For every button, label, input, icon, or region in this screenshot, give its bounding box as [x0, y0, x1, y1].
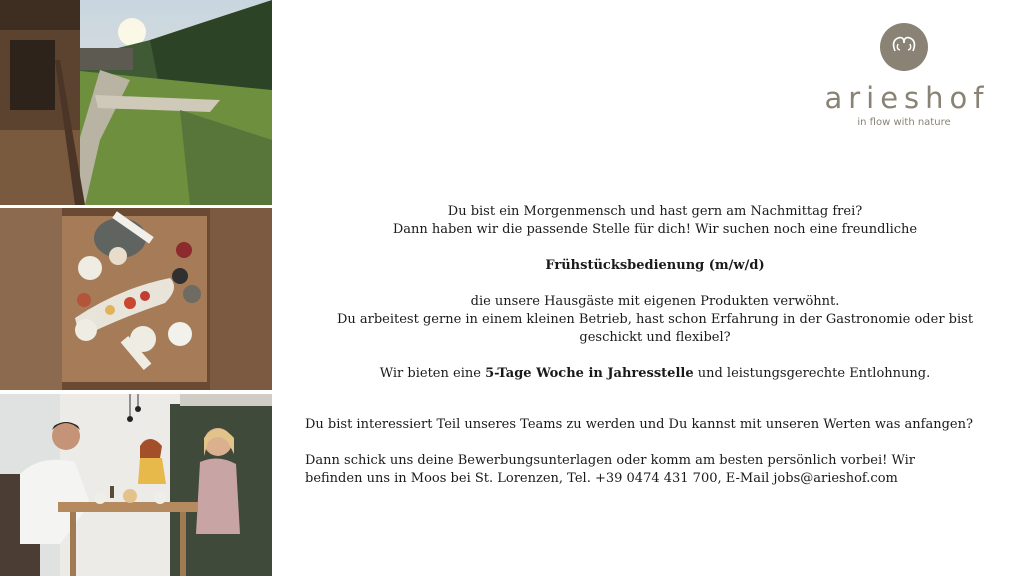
arieshof-logo: [814, 22, 994, 136]
breakfast-table-photo: [0, 208, 272, 390]
job-title: Frühstücksbedienung (m/w/d): [545, 258, 765, 273]
logo-wordmark: arieshof: [824, 81, 990, 115]
description-line-3: geschickt und flexibel?: [579, 330, 731, 345]
balcony-view-photo: [0, 0, 272, 205]
intro-line-2: Dann haben wir die passende Stelle für dich! Wir suchen noch eine freundliche: [392, 222, 918, 237]
offer-suffix: und leistungsgerechte Entlohnung.: [693, 366, 931, 381]
offer-line: [300, 365, 1010, 383]
interest-line: Du bist interessiert Teil unseres Teams zu werden und Du kannst mit unseren Werten was anfangen?: [305, 417, 973, 432]
dining-guests-photo: [0, 394, 272, 576]
contact-line-2: befinden uns in Moos bei St. Lorenzen, Tel. +39 0474 431 700, E-Mail jobs@arieshof.com: [305, 471, 898, 486]
contact-line-1: Dann schick uns deine Bewerbungsunterlagen oder komm am besten persönlich vorbei! Wir: [305, 453, 916, 468]
offer-highlight: 5-Tage Woche in Jahresstelle: [485, 366, 694, 381]
description-line-2: Du arbeitest gerne in einem kleinen Betrieb, hast schon Erfahrung in der Gastronomie oder bist: [336, 312, 974, 327]
intro-line-1: Du bist ein Morgenmensch und hast gern am Nachmittag frei?: [447, 204, 863, 219]
description-line-1: die unsere Hausgäste mit eigenen Produkten verwöhnt.: [470, 294, 840, 309]
logo-tagline: in flow with nature: [857, 117, 951, 128]
offer-prefix: Wir bieten eine: [379, 366, 486, 381]
ram-emblem-icon: [880, 23, 928, 71]
